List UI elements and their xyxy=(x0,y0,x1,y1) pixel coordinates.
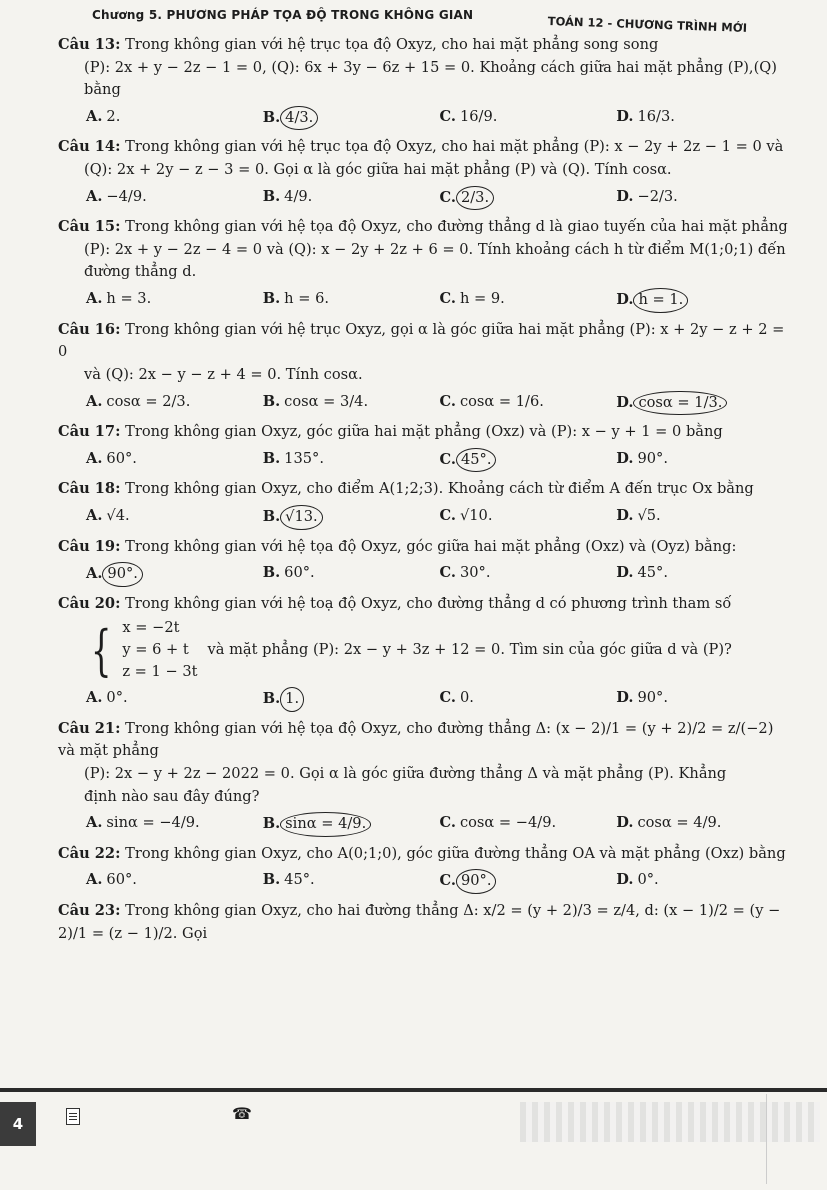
answer-choices xyxy=(58,106,793,131)
course-title: TOÁN 12 - CHƯƠNG TRÌNH MỚI xyxy=(547,14,748,35)
answer-choice[interactable] xyxy=(440,391,617,416)
answer-choice[interactable] xyxy=(263,687,440,712)
chapter-title: Chương 5. PHƯƠNG PHÁP TỌA ĐỘ TRONG KHÔNG GIAN xyxy=(92,8,474,22)
choice-value: cosα = 1/6. xyxy=(459,392,544,410)
choice-value: 90°. xyxy=(637,689,668,707)
choice-key: A. xyxy=(86,187,103,205)
question xyxy=(58,319,793,415)
answer-choices xyxy=(58,288,793,313)
choice-key: C. xyxy=(439,506,456,524)
answer-choice[interactable] xyxy=(616,391,793,416)
choice-key: A. xyxy=(86,689,103,707)
answer-choice[interactable] xyxy=(263,448,440,473)
choice-value: 60°. xyxy=(106,449,137,467)
answer-choice[interactable] xyxy=(440,505,617,530)
choice-value: 0. xyxy=(459,689,474,707)
answer-choice[interactable] xyxy=(86,869,263,894)
choice-value: cosα = −4/9. xyxy=(459,814,557,832)
choice-value: 45°. xyxy=(637,564,668,582)
question xyxy=(58,421,793,472)
question xyxy=(58,216,793,312)
choice-key: B. xyxy=(262,108,281,126)
question-text: Trong không gian với hệ trục tọa độ Oxyz, cho hai mặt phẳng (P): x − 2y + 2z − 1 = 0 và xyxy=(125,138,784,156)
question-list xyxy=(58,34,793,951)
question-text: Trong không gian với hệ trục Oxyz, gọi α là góc giữa hai mặt phẳng (P): x + 2y − z + 2 = 0 xyxy=(58,320,785,361)
answer-choices xyxy=(58,448,793,473)
choice-value: 0°. xyxy=(637,871,659,889)
choice-value: √4. xyxy=(106,506,130,524)
footer-divider xyxy=(0,1088,827,1092)
choice-key: C. xyxy=(439,450,456,468)
choice-key: D. xyxy=(616,449,634,467)
answer-choices xyxy=(58,562,793,587)
choice-key: B. xyxy=(262,564,281,582)
answer-choice[interactable] xyxy=(440,687,617,712)
answer-choice[interactable] xyxy=(440,448,617,473)
question-number: Câu 13: xyxy=(58,36,121,53)
parametric-system xyxy=(58,617,793,683)
answer-choice[interactable] xyxy=(263,869,440,894)
choice-key: D. xyxy=(616,393,634,411)
marked-choice-value: √13. xyxy=(280,505,323,530)
answer-choices xyxy=(58,505,793,530)
question-text: và (Q): 2x − y − z + 4 = 0. Tính cosα. xyxy=(84,365,363,383)
choice-key: A. xyxy=(86,814,103,832)
choice-key: C. xyxy=(439,564,456,582)
question xyxy=(58,843,793,894)
marked-choice-value: sinα = 4/9. xyxy=(280,812,371,837)
choice-value: h = 9. xyxy=(459,290,505,308)
answer-choice[interactable] xyxy=(263,562,440,587)
question-text: (P): 2x + y − 2z − 4 = 0 và (Q): x − 2y + 2z + 6 = 0. Tính khoảng cách h từ điểm M(1;0;1) đến xyxy=(84,240,786,258)
question-text: Trong không gian với hệ tọa độ Oxyz, cho đường thẳng d là giao tuyến của hai mặt phẳng xyxy=(125,218,788,236)
system-equation: x = −2t xyxy=(122,619,180,637)
marked-choice-value: h = 1. xyxy=(633,288,688,313)
question xyxy=(58,593,793,712)
answer-choices xyxy=(58,869,793,894)
question-text: Trong không gian với hệ trục tọa độ Oxyz, cho hai mặt phẳng song song xyxy=(125,36,659,53)
system-equation: z = 1 − 3t xyxy=(122,663,198,681)
question-number: Câu 15: xyxy=(58,218,121,236)
answer-choice[interactable] xyxy=(440,869,617,894)
choice-value: 135°. xyxy=(284,449,324,467)
answer-choice[interactable] xyxy=(263,288,440,313)
system-equation: y = 6 + t xyxy=(122,641,189,659)
choice-key: D. xyxy=(616,689,634,707)
question-number: Câu 18: xyxy=(58,480,121,498)
choice-value: 60°. xyxy=(284,564,315,582)
choice-key: C. xyxy=(439,814,456,832)
answer-choice[interactable] xyxy=(440,106,617,131)
answer-choices xyxy=(58,687,793,712)
marked-choice-value: 45°. xyxy=(456,448,497,473)
choice-value: 16/9. xyxy=(459,107,498,125)
choice-key: B. xyxy=(262,507,281,525)
answer-choice[interactable] xyxy=(616,869,793,894)
choice-key: A. xyxy=(86,565,103,583)
page-header xyxy=(0,6,827,34)
answer-choice[interactable] xyxy=(86,391,263,416)
question-text: Trong không gian Oxyz, góc giữa hai mặt phẳng (Oxz) và (P): x − y + 1 = 0 bằng xyxy=(125,423,723,441)
choice-key: D. xyxy=(616,506,634,524)
question-text: Trong không gian với hệ tọa độ Oxyz, góc giữa hai mặt phẳng (Oxz) và (Oyz) bằng: xyxy=(125,537,737,555)
choice-value: h = 6. xyxy=(284,290,330,308)
choice-key: D. xyxy=(616,291,634,309)
answer-choice[interactable] xyxy=(616,505,793,530)
choice-value: 16/3. xyxy=(637,107,675,125)
question-number: Câu 14: xyxy=(58,138,121,156)
choice-key: D. xyxy=(616,107,634,125)
choice-key: A. xyxy=(86,392,103,410)
question-text: và mặt phẳng (P): 2x − y + 3z + 12 = 0. Tìm sin của góc giữa d và (P)? xyxy=(207,640,732,658)
answer-choice[interactable] xyxy=(616,448,793,473)
choice-key: C. xyxy=(439,290,456,308)
choice-key: D. xyxy=(616,564,634,582)
question-text: (Q): 2x + 2y − z − 3 = 0. Gọi α là góc giữa hai mặt phẳng (P) và (Q). Tính cosα. xyxy=(84,161,672,179)
document-icon xyxy=(66,1108,80,1125)
question xyxy=(58,136,793,210)
answer-choice[interactable] xyxy=(616,186,793,211)
choice-key: C. xyxy=(439,872,456,890)
choice-value: 90°. xyxy=(637,449,668,467)
choice-key: B. xyxy=(262,187,281,205)
answer-choice[interactable] xyxy=(616,812,793,837)
choice-value: sinα = −4/9. xyxy=(106,814,200,832)
question-text: định nào sau đây đúng? xyxy=(84,787,260,805)
question-text: Trong không gian Oxyz, cho A(0;1;0), góc giữa đường thẳng OA và mặt phẳng (Oxz) bằng xyxy=(125,844,786,862)
answer-choice[interactable] xyxy=(263,391,440,416)
choice-key: D. xyxy=(616,187,634,205)
question-number: Câu 21: xyxy=(58,719,121,737)
answer-choice[interactable] xyxy=(263,812,440,837)
question-text: (P): 2x − y + 2z − 2022 = 0. Gọi α là góc giữa đường thẳng Δ và mặt phẳng (P). Khẳng xyxy=(84,764,727,782)
question-text: Trong không gian Oxyz, cho điểm A(1;2;3). Khoảng cách từ điểm A đến trục Ox bằng xyxy=(125,480,754,498)
answer-choice[interactable] xyxy=(440,288,617,313)
choice-key: C. xyxy=(439,392,456,410)
choice-key: B. xyxy=(262,449,281,467)
choice-value: −2/3. xyxy=(637,187,678,205)
answer-choices xyxy=(58,812,793,837)
answer-choice[interactable] xyxy=(440,562,617,587)
answer-choice[interactable] xyxy=(616,687,793,712)
choice-key: A. xyxy=(86,290,103,308)
answer-choice[interactable] xyxy=(86,812,263,837)
question xyxy=(58,34,793,130)
answer-choices xyxy=(58,391,793,416)
answer-choice[interactable] xyxy=(86,687,263,712)
choice-value: 0°. xyxy=(106,689,128,707)
question-text: Trong không gian Oxyz, cho hai đường thẳng Δ: x/2 = (y + 2)/3 = z/4, d: (x − 1)/2 = (y − 2)/1 = (z − 1)/2. Gọi xyxy=(58,901,781,942)
question-number: Câu 23: xyxy=(58,901,121,919)
page-footer xyxy=(0,1080,827,1190)
question xyxy=(58,900,793,945)
answer-choices xyxy=(58,186,793,211)
marked-choice-value: 90°. xyxy=(456,869,497,894)
question-number: Câu 20: xyxy=(58,594,121,612)
phone-icon: ☎ xyxy=(232,1104,252,1123)
answer-choice[interactable] xyxy=(86,106,263,131)
brace-icon: { xyxy=(90,618,112,682)
decorative-corner xyxy=(766,1094,827,1184)
choice-key: C. xyxy=(439,689,456,707)
choice-key: B. xyxy=(262,815,281,833)
answer-choice[interactable] xyxy=(263,505,440,530)
question-number: Câu 19: xyxy=(58,537,121,555)
question-number: Câu 22: xyxy=(58,844,121,862)
question-text: bằng xyxy=(84,81,121,99)
question-text: Trong không gian với hệ tọa độ Oxyz, cho đường thẳng Δ: (x − 2)/1 = (y + 2)/2 = z/(−2) và mặt phẳng xyxy=(58,719,774,760)
choice-key: A. xyxy=(86,506,103,524)
marked-choice-value: cosα = 1/3. xyxy=(633,391,727,416)
answer-choice[interactable] xyxy=(86,186,263,211)
answer-choice[interactable] xyxy=(86,505,263,530)
answer-choice[interactable] xyxy=(440,186,617,211)
answer-choice[interactable] xyxy=(263,106,440,131)
marked-choice-value: 2/3. xyxy=(456,186,494,211)
marked-choice-value: 4/3. xyxy=(280,106,318,131)
choice-value: √5. xyxy=(637,506,661,524)
answer-choice[interactable] xyxy=(616,106,793,131)
question-number: Câu 16: xyxy=(58,320,121,338)
choice-value: cosα = 2/3. xyxy=(106,392,191,410)
question-text: Trong không gian với hệ toạ độ Oxyz, cho đường thẳng d có phương trình tham số xyxy=(125,594,732,612)
choice-key: A. xyxy=(86,449,103,467)
answer-choice[interactable] xyxy=(263,186,440,211)
choice-key: B. xyxy=(262,290,281,308)
choice-key: D. xyxy=(616,871,634,889)
question xyxy=(58,536,793,587)
choice-value: h = 3. xyxy=(106,290,152,308)
choice-key: B. xyxy=(262,690,281,708)
choice-key: A. xyxy=(86,871,103,889)
choice-value: cosα = 3/4. xyxy=(284,392,369,410)
marked-choice-value: 1. xyxy=(280,687,304,712)
choice-value: 60°. xyxy=(106,871,137,889)
choice-value: −4/9. xyxy=(106,187,147,205)
choice-key: C. xyxy=(439,188,456,206)
answer-choice[interactable] xyxy=(86,288,263,313)
choice-key: C. xyxy=(439,107,456,125)
question-text: đường thẳng d. xyxy=(84,263,197,281)
marked-choice-value: 90°. xyxy=(102,562,143,587)
answer-choice[interactable] xyxy=(86,562,263,587)
question-number: Câu 17: xyxy=(58,423,121,441)
choice-value: 4/9. xyxy=(284,187,313,205)
choice-value: cosα = 4/9. xyxy=(637,814,722,832)
answer-choice[interactable] xyxy=(86,448,263,473)
choice-value: 2. xyxy=(106,107,121,125)
answer-choice[interactable] xyxy=(440,812,617,837)
answer-choice[interactable] xyxy=(616,288,793,313)
choice-key: D. xyxy=(616,814,634,832)
page-number: 4 xyxy=(0,1102,36,1146)
question-text: (P): 2x + y − 2z − 1 = 0, (Q): 6x + 3y − 6z + 15 = 0. Khoảng cách giữa hai mặt phẳng (P),(Q) xyxy=(84,58,777,76)
question xyxy=(58,718,793,837)
answer-choice[interactable] xyxy=(616,562,793,587)
choice-key: B. xyxy=(262,871,281,889)
choice-key: B. xyxy=(262,392,281,410)
choice-value: 30°. xyxy=(459,564,491,582)
choice-value: 45°. xyxy=(284,871,315,889)
choice-value: √10. xyxy=(459,506,493,524)
choice-key: A. xyxy=(86,107,103,125)
question xyxy=(58,478,793,529)
